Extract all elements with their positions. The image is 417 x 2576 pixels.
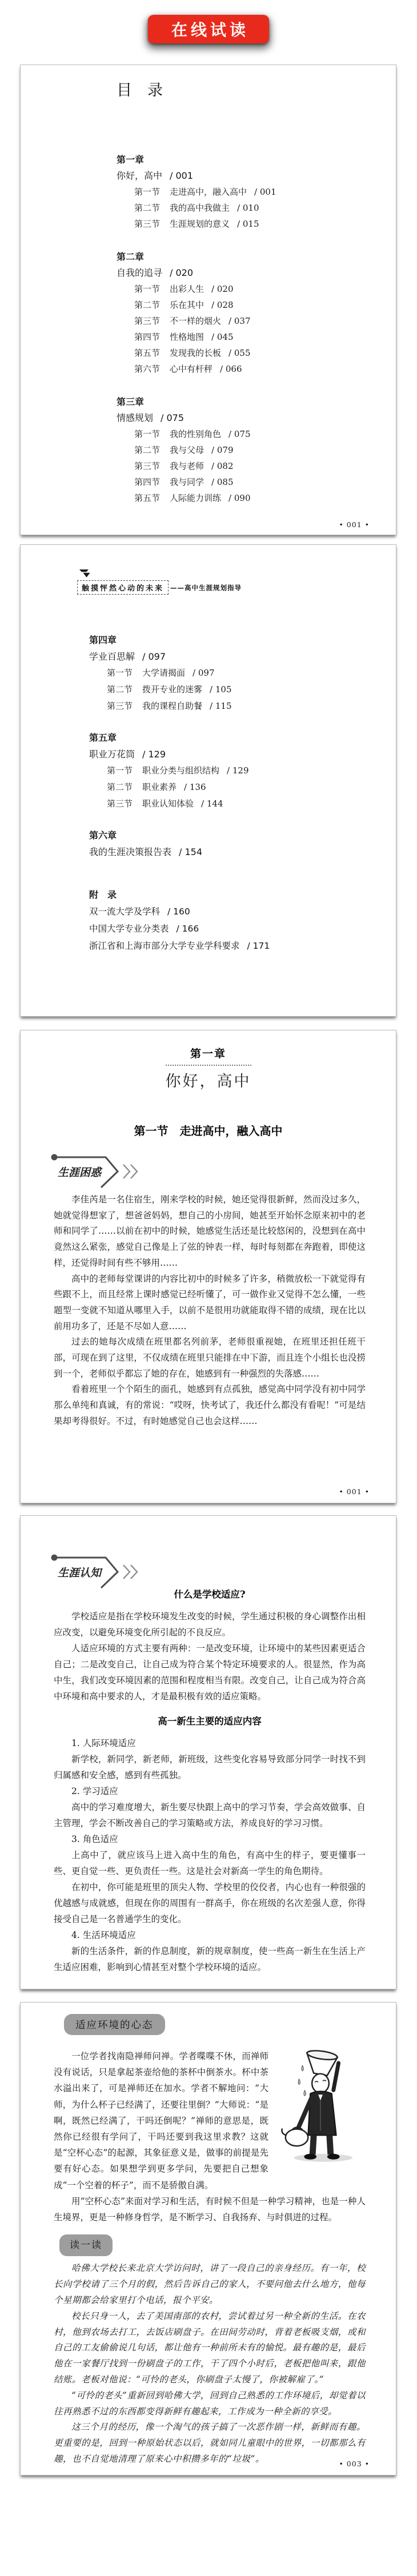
toc-chapter-label: 第五章 (89, 732, 117, 743)
toc-chapter-page: / 129 (142, 749, 166, 760)
career-confusion-badge (49, 1152, 145, 1190)
toc-appendix-title: 双一流大学及学科 (89, 906, 161, 917)
toc-section-page: / 144 (201, 799, 223, 809)
mindset-badge: 适应环境的心态 (64, 2014, 165, 2035)
page-adaptation-mindset (20, 2002, 396, 2475)
publisher-logo-icon (79, 569, 91, 579)
read-paragraph: 校长只身一人，去了美国南部的农村，尝试着过另一种全新的生活。在农村，他到农场去打工，去饭店刷盘子。在田间劳动时，背着老板吸支烟，或和自己的工友偷偷说几句话，都让他有一种前所未有的愉悦。最有趣的是，最后他在一家餐厅找到一份刷盘子的工作，干了四个小时后，老板把他叫来，跟他结账。老板对他说：“可怜的老头，你刷盘子太慢了，你被解雇了。” (54, 2310, 366, 2385)
toc-section-title: 走进高中，融入高中 (170, 187, 247, 197)
paragraph: 新的生活条件，新的作息制度，新的规章制度，使一些高一新生在生活上产生适应困难，影响到心情甚至对整个学校环境的适应。 (54, 1946, 366, 1972)
book-series-title: 触摸怦然心动的未来 (77, 580, 169, 595)
svg-text:生涯困惑: 生涯困惑 (58, 1166, 102, 1179)
toc-section-page: / 015 (237, 219, 259, 229)
toc-chapter-title (117, 265, 276, 281)
toc-section (107, 665, 270, 681)
toc-section-page: / 105 (210, 684, 232, 695)
page-career-cognition (20, 1515, 396, 1989)
toc-chapter-page: / 097 (142, 651, 166, 662)
toc-chapter-title-text: 你好，高中 (117, 170, 163, 181)
toc-section-no: 第二节 (134, 300, 161, 310)
page-number: • 001 • (339, 1487, 370, 1496)
toc-section (134, 216, 276, 232)
toc-chapter-page: / 001 (170, 170, 194, 181)
toc-section-page: / 082 (211, 461, 234, 471)
adapt-item-title: 3. 角色适应 (71, 1834, 118, 1844)
toc-section-title: 生涯规划的意义 (170, 219, 230, 229)
toc-section (107, 796, 270, 812)
toc-section (134, 297, 276, 313)
chapter-divider (166, 1065, 251, 1066)
paragraph: 人适应环境的方式主要有两种：一是改变环境，让环境中的某些因素更适合自己；二是改变自己，让自己成为符合某个特定环境要求的人。很显然，作为高中生，我们改变环境因素的范围和程度相当有限。改变自己，让自己成为符合高中环境和高中要求的人，才是最积极有效的适应策略。 (54, 1643, 366, 1702)
toc-appendix-item (89, 903, 270, 920)
paragraph: 新学校，新同学，新老师，新班级，这些变化容易导致部分同学一时找不到归属感和安全感，感到有些孤独。 (54, 1754, 366, 1780)
paragraph: 上高中了，就应该马上进入高中生的角色，有高中生的样子，要更懂事一些、更自觉一些、更负责任一些。这是社会对新高一学生的角色期待。 (54, 1850, 366, 1876)
toc-appendix-page: / 160 (167, 906, 190, 917)
toc-section-page: / 028 (211, 300, 234, 310)
toc-section-title: 我的课程自助餐 (142, 701, 203, 711)
toc-chapter-title-text: 职业万花筒 (89, 749, 135, 760)
toc-chapter-page: / 020 (170, 267, 194, 278)
toc-section-no: 第五节 (134, 348, 161, 358)
toc-section-no: 第三节 (107, 701, 133, 711)
toc-appendix-item (89, 937, 270, 954)
toc-chapter-title (117, 168, 276, 184)
toc-list-1 (117, 152, 276, 523)
toc-chapter-page: / 154 (179, 846, 203, 857)
toc-chapter-label: 第四章 (89, 635, 117, 645)
toc-section-title: 职业分类与组织结构 (142, 765, 220, 776)
toc-section-no: 第四节 (134, 477, 161, 487)
toc-chapter-page: / 075 (161, 412, 185, 423)
toc-section (134, 184, 276, 200)
page-number: • 001 • (339, 520, 370, 529)
toc-chapter-2 (117, 249, 276, 377)
toc-section (134, 490, 276, 506)
toc-section-no: 第一节 (134, 429, 161, 439)
adapt-item-title: 1. 人际环境适应 (71, 1738, 136, 1748)
toc-chapter-1 (117, 152, 276, 232)
book-subtitle: ——高中生涯规划指导 (170, 583, 242, 592)
toc-chapter-title (89, 844, 270, 860)
case-story-text (54, 1192, 366, 1430)
toc-chapter-label: 第一章 (117, 154, 145, 165)
online-preview-button[interactable]: 在线试读 (148, 15, 269, 43)
toc-chapter-title-text: 我的生涯决策报告表 (89, 846, 172, 857)
toc-section-page: / 085 (211, 477, 234, 487)
toc-section (134, 474, 276, 490)
toc-chapter-title-text: 自我的追寻 (117, 267, 163, 278)
toc-chapter-5 (89, 729, 270, 812)
toc-chapter-title-text: 情感规划 (117, 412, 154, 423)
paragraph: 高中的老师每堂课讲的内容比初中的时候多了许多，稍微放松一下就觉得有些跟不上，而且经常上课时感觉已经听懂了，可一做作业又觉得不怎么懂，一些题型一变就不知道从哪里入手，以前不是很用功就能取得不错的成绩，现在比以前用功多了，还是不尽如人意…… (54, 1273, 366, 1331)
toc-section-title: 我与同学 (170, 477, 205, 487)
toc-section-page: / 001 (254, 187, 276, 197)
toc-title: 目 录 (117, 82, 163, 99)
toc-chapter-title (89, 648, 270, 665)
page-toc-1 (20, 65, 396, 535)
read-paragraph: 这三个月的经历，像一个淘气的孩子搞了一次恶作剧一样，新鲜而有趣。更重要的是，回到一种原始状态以后，就如同儿童眼中的世界，一切都那么有趣，也不自觉地清理了原来心中积攒多年的“垃圾”。 (54, 2422, 366, 2464)
toc-section-title: 大学请揭面 (142, 668, 186, 678)
toc-chapter-4 (89, 632, 270, 715)
toc-section (134, 458, 276, 474)
toc-section (107, 779, 270, 796)
toc-section-no: 第六节 (134, 364, 161, 374)
cognition-text (54, 1583, 366, 1975)
toc-chapter-label: 第二章 (117, 251, 145, 262)
man-pouring-teapot-illustration (275, 2046, 366, 2165)
toc-appendix-page: / 171 (247, 941, 270, 951)
toc-section-page: / 037 (228, 316, 251, 326)
toc-section (134, 281, 276, 297)
toc-section-no: 第二节 (134, 203, 161, 213)
section-heading: 第一节 走进高中，融入高中 (134, 1124, 283, 1138)
svg-text:生涯认知: 生涯认知 (58, 1567, 102, 1579)
toc-section-title: 出彩人生 (170, 284, 205, 294)
toc-chapter-title (89, 746, 270, 763)
toc-section (134, 361, 276, 377)
paragraph: 一位学者找南隐禅师问禅。学者喋喋不休，而禅师没有说话，只是拿起茶壶给他的茶杯中倒茶水。杯中茶水溢出来了，可是禅师还在加水。学者不解地问：“大师，为什么杯子已经满了，还要往里倒？”大师说：“是啊，既然已经满了，干吗还倒呢？”禅师的意思是，既然你已经很有学问了，干吗还要到我这里求教？这就是“空杯心态”的起源，其象征意义是，做事的前提是先要有好心态。如果想学到更多学问，先要把自己想象成“一个空着的杯子”，而不是骄傲自满。 (54, 2051, 268, 2190)
toc-chapter-label: 第三章 (117, 396, 145, 407)
toc-section (134, 345, 276, 361)
read-paragraph: 哈佛大学校长来北京大学访问时，讲了一段自己的亲身经历。有一年，校长向学校请了三个月的假，然后告诉自己的家人，不要问他去什么地方，他每个星期都会给家里打个电话，报个平安。 (54, 2263, 366, 2306)
toc-list-2 (89, 632, 270, 969)
toc-section-title: 心中有杆秤 (170, 364, 213, 374)
toc-chapter-title (117, 410, 276, 426)
read-aloud-badge: 读一读 (59, 2234, 113, 2256)
toc-section-no: 第四节 (134, 332, 161, 342)
toc-section-page: / 066 (220, 364, 242, 374)
toc-section-title: 我与父母 (170, 445, 205, 455)
toc-section-no: 第一节 (107, 668, 133, 678)
toc-section (134, 329, 276, 345)
read-paragraph: “可怜的老头”重新回到哈佛大学，回到自己熟悉的工作环境后，却觉着以往再熟悉不过的东西都变得新鲜有趣起来，工作成为一种全新的享受。 (54, 2390, 366, 2417)
toc-section-title: 职业素养 (142, 782, 177, 792)
paragraph: 学校适应是指在学校环境发生改变的时候，学生通过积极的身心调整作出相应改变，以避免环境变化所引起的不良反应。 (54, 1611, 366, 1638)
toc-section (134, 313, 276, 329)
heading-adaptation-contents: 高一新生主要的适应内容 (158, 1716, 262, 1727)
toc-section-page: / 079 (211, 445, 234, 455)
toc-section-title: 我的高中我做主 (170, 203, 230, 213)
paragraph: 在初中，你可能是班里的顶尖人物、学校里的佼佼者，内心也有一种很强的优越感与成就感，但现在你的周围有一群高手，你在班级的名次差强人意，你得接受自己是一名普通学生的变化。 (54, 1882, 366, 1924)
toc-section-page: / 129 (227, 765, 249, 776)
toc-section-title: 我的性别角色 (170, 429, 222, 439)
paragraph: 看着班里一个个陌生的面孔，她感到有点孤独，感觉高中同学没有初中同学那么单纯和真诚，有的常说：“哎呀，快考试了，我还什么都没有看呢！”可是结果却考得很好。不过，有时她感觉自己也会这样…… (54, 1384, 366, 1426)
paragraph: 李佳芮是一名住宿生，刚来学校的时候，她还觉得很新鲜，然而没过多久，她就觉得想家了，想爸爸妈妈，想自己的小房间，她甚至开始怀念原来初中的老师和同学了……以前在初中的时候，她感觉生活还是比较悠闲的，没想到在高中竟然这么紧张，感觉自己像是上了弦的钟表一样，每时每刻都在奔跑着，即使这样，还觉得时间有些不够用…… (54, 1194, 366, 1268)
adapt-item-title: 4. 生活环境适应 (71, 1930, 136, 1940)
mindset-text (54, 2048, 366, 2467)
toc-chapter-label: 第六章 (89, 830, 117, 841)
toc-section-page: / 090 (228, 493, 251, 503)
toc-section-no: 第三节 (134, 316, 161, 326)
toc-chapter-3 (117, 394, 276, 506)
toc-section-title: 发现我的长板 (170, 348, 222, 358)
toc-section-title: 不一样的烟火 (170, 316, 222, 326)
toc-section-no: 第二节 (134, 445, 161, 455)
toc-section (107, 763, 270, 779)
toc-section (107, 681, 270, 698)
toc-appendix-title: 中国大学专业分类表 (89, 924, 169, 934)
toc-section-no: 第一节 (134, 284, 161, 294)
toc-section-no: 第一节 (134, 187, 161, 197)
paragraph: 过去的她每次成绩在班里都名列前茅，老师很重视她，在班里还担任班干部，可现在到了这里，不仅成绩在班里只能排在中下游，而且连个小组长也没捞到一个，老师似乎都忘了她的存在，她感到有一种强烈的失落感…… (54, 1337, 366, 1379)
toc-section-page: / 020 (211, 284, 234, 294)
toc-section-page: / 075 (228, 429, 251, 439)
toc-section-page: / 045 (211, 332, 234, 342)
toc-chapter-6 (89, 827, 270, 860)
toc-appendix-title: 浙江省和上海市部分大学专业学科要求 (89, 941, 240, 951)
toc-section (134, 200, 276, 216)
toc-section-title: 人际能力训练 (170, 493, 222, 503)
toc-section-title: 职业认知体验 (142, 799, 194, 809)
toc-section-no: 第一节 (107, 765, 133, 776)
toc-section-page: / 097 (193, 668, 215, 678)
toc-section-page: / 136 (184, 782, 206, 792)
toc-appendix-label: 附 录 (89, 889, 117, 900)
toc-section (134, 442, 276, 458)
paragraph: 用“空杯心态”来面对学习和生活，有时候不但是一种学习精神，也是一种人生境界，更是一种修身哲学，是不断学习、自我扬弃、与时俱进的过程。 (54, 2196, 366, 2223)
adapt-item-title: 2. 学习适应 (71, 1786, 118, 1796)
paragraph: 高中的学习难度增大，新生要尽快跟上高中的学习节奏，学会高效做事、自主管理，学会不断改善自己的学习策略或方法，养成良好的学习习惯。 (54, 1802, 366, 1828)
toc-chapter-title-text: 学业百思解 (89, 651, 135, 662)
running-header (77, 580, 242, 595)
toc-section-title: 乐在其中 (170, 300, 205, 310)
chapter-label: 第一章 (190, 1048, 226, 1060)
toc-section-title: 性格地图 (170, 332, 205, 342)
toc-section-title: 我与老师 (170, 461, 205, 471)
toc-appendix-page: / 166 (176, 924, 199, 934)
toc-section-no: 第二节 (107, 684, 133, 695)
chapter-title: 你好，高中 (165, 1073, 251, 1090)
toc-section-no: 第二节 (107, 782, 133, 792)
toc-section-title: 拨开专业的迷雾 (142, 684, 203, 695)
toc-section-page: / 055 (228, 348, 251, 358)
toc-appendix-item (89, 920, 270, 937)
toc-section-no: 第五节 (134, 493, 161, 503)
toc-section (134, 426, 276, 442)
toc-appendix (89, 886, 270, 954)
toc-section-page: / 010 (237, 203, 259, 213)
page-chapter-opening (20, 1030, 396, 1503)
toc-section-page: / 115 (210, 701, 232, 711)
page-toc-2 (20, 544, 396, 1017)
toc-section-no: 第三节 (107, 799, 133, 809)
heading-what-is-adaptation: 什么是学校适应? (174, 1589, 246, 1600)
toc-section (107, 698, 270, 715)
page-number: • 003 • (339, 2459, 370, 2468)
toc-section-no: 第三节 (134, 219, 161, 229)
toc-section-no: 第三节 (134, 461, 161, 471)
